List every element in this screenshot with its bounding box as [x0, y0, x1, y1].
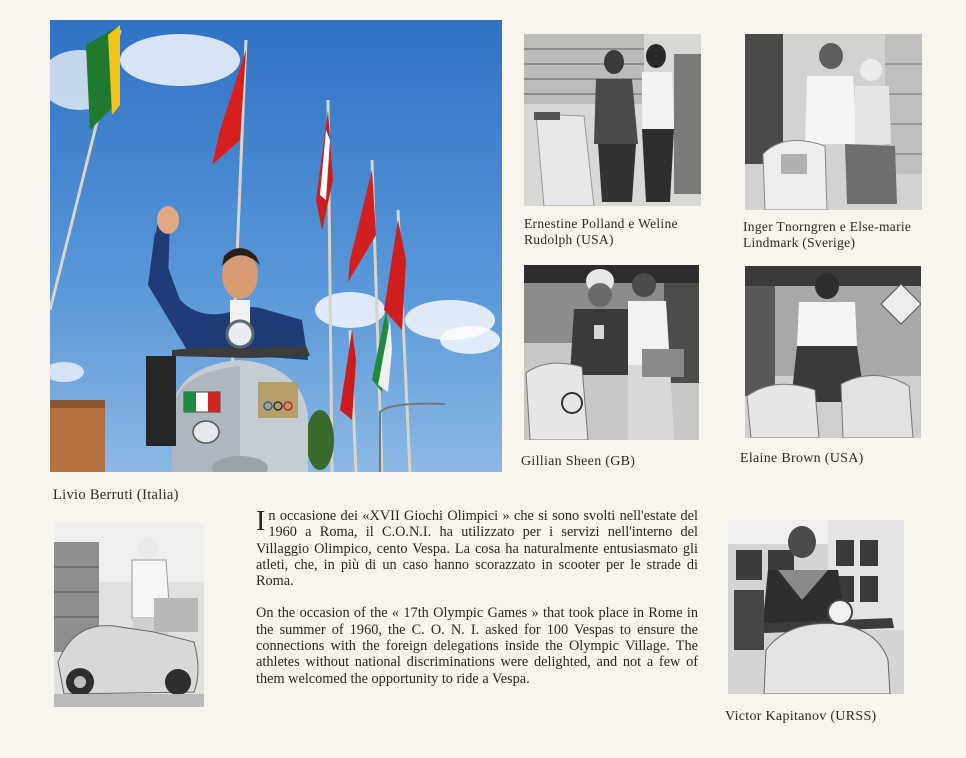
english-paragraph: On the occasion of the « 17th Olympic Games » that took place in Rome in the summer of 1960, the C. O. N. I. asked for 100 Vespas to ensure the connections with the foreign delegations inside the Olympic Village. The athletes without national discriminations were delighted, and not a few of them welcomed the opportunity to ride a Vespa. [256, 605, 698, 687]
caption-elaine-brown: Elaine Brown (USA) [740, 451, 864, 466]
photo-woman-on-vespa [54, 522, 204, 707]
caption-tnorngren-lindmark: Inger Tnorngren e Else-marie Lindmark (Sverige) [743, 219, 912, 250]
italian-paragraph: In occasione dei «XVII Giochi Olimpici » che si sono svolti nell'estate del 1960 a Roma, il C.O.N.I. ha utilizzato per i servizi nell'interno del Villaggio Olimpico, cento Vespa. La cosa ha naturalmente entusiasmato gli atleti, che, in più di un caso hanno scorazzato in scooter per le strade di Roma. [256, 506, 698, 590]
photo-tnorngren-lindmark [745, 34, 922, 210]
caption-victor-kapitanov: Victor Kapitanov (URSS) [725, 709, 877, 724]
photo-victor-kapitanov [728, 520, 904, 694]
photo-gillian-sheen [524, 265, 699, 440]
photo-elaine-brown [745, 266, 921, 438]
article-text [256, 508, 698, 687]
caption-polland-rudolph: Ernestine Polland e Weline Rudolph (USA) [524, 216, 678, 247]
drop-cap: I [256, 506, 266, 537]
caption-livio-berruti: Livio Berruti (Italia) [53, 487, 179, 503]
photo-polland-rudolph [524, 34, 701, 206]
main-photo-livio-berruti [50, 20, 502, 472]
caption-gillian-sheen: Gillian Sheen (GB) [521, 454, 636, 469]
